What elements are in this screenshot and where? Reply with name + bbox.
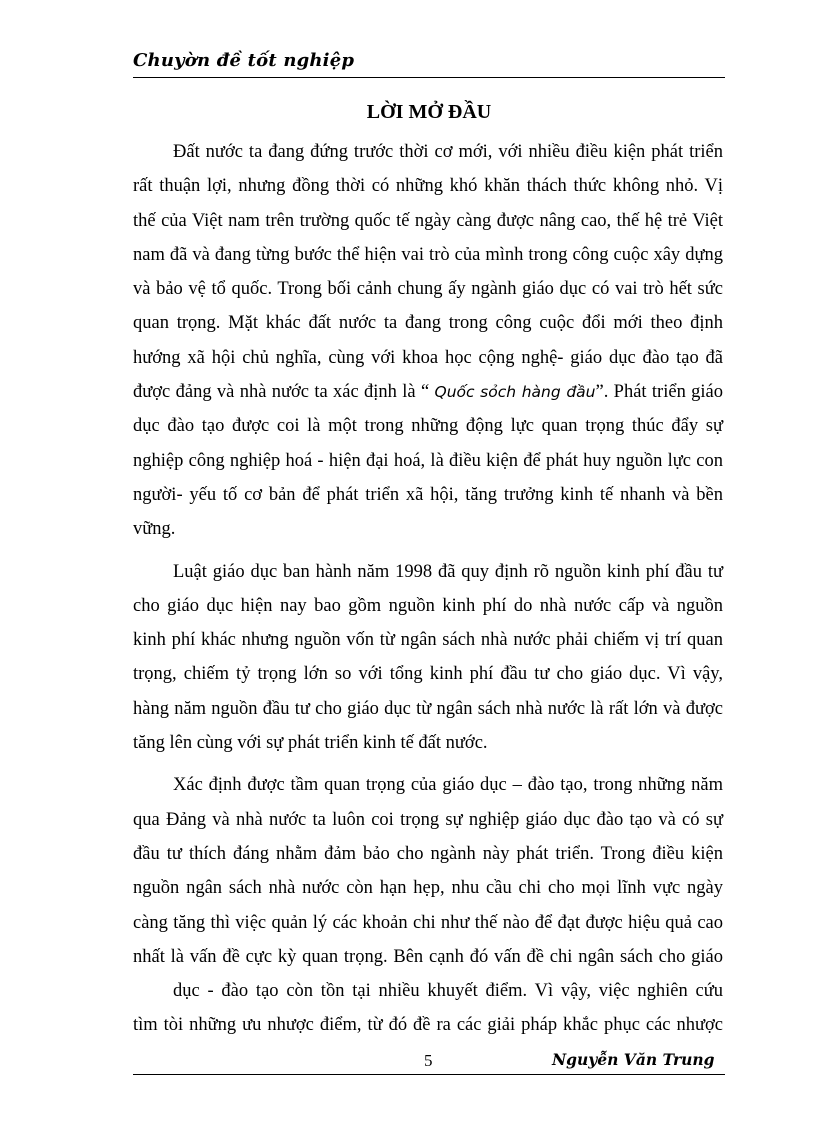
footer-author: Nguyễn Văn Trung (552, 1050, 715, 1069)
paragraph-1-line-11: người- yếu tố cơ bản để phát triển xã hội, tăng trưởng kinh tế nhanh và bền (133, 484, 723, 505)
paragraph-4-line-2: tìm tòi những ưu nhược điểm, từ đó đề ra các giải pháp khắc phục các nhược (133, 1015, 723, 1036)
paragraph-2-line-3: kinh phí khác nhưng nguồn vốn từ ngân sách nhà nước phải chiếm vị trí quan (133, 630, 723, 651)
paragraph-2-line-6: tăng lên cùng với sự phát triển kinh tế đất nước. (133, 733, 488, 754)
paragraph-1-line-4: nam đã và đang từng bước thể hiện vai trò của mình trong công cuộc xây dựng (133, 244, 723, 265)
paragraph-1-line-3: thế của Việt nam trên trường quốc tế ngày càng được nâng cao, thế hệ trẻ Việt (133, 210, 723, 231)
paragraph-1-line-7: hướng xã hội chủ nghĩa, cùng với khoa học cộng nghệ- giáo dục đào tạo đã (133, 347, 723, 368)
paragraph-3-line-6: nhất là vấn đề cực kỳ quan trọng. Bên cạnh đó vấn đề chi ngân sách cho giáo (133, 946, 723, 967)
section-heading: LỜI MỞ ĐẦU (366, 101, 492, 123)
paragraph-1-line-6: quan trọng. Mặt khác đất nước ta đang trong công cuộc đổi mới theo định (133, 313, 723, 334)
page-number: 5 (424, 1051, 433, 1070)
paragraph-2-line-5: hàng năm nguồn đầu tư cho giáo dục từ ngân sách nhà nước là rất lớn và được (133, 698, 723, 719)
paragraph-4-line-1: dục - đào tạo còn tồn tại nhiều khuyết điểm. Vì vậy, việc nghiên cứu (173, 981, 723, 1002)
paragraph-2-line-1: Luật giáo dục ban hành năm 1998 đã quy định rõ nguồn kinh phí đầu tư (173, 561, 723, 582)
quote-italic: Quốc sỏch hàng đầu (434, 383, 596, 402)
body-text (133, 135, 723, 1043)
paragraph-1-line-10: nghiệp công nghiệp hoá - hiện đại hoá, là điều kiện để phát huy nguồn lực con (133, 450, 723, 471)
paragraph-2-line-4: trọng, chiếm tỷ trọng lớn so với tổng kinh phí đầu tư cho giáo dục. Vì vậy, (133, 664, 723, 685)
paragraph-2-line-2: cho giáo dục hiện nay bao gồm nguồn kinh phí do nhà nước cấp và nguồn (133, 595, 723, 616)
paragraph-3-line-1: Xác định được tầm quan trọng của giáo dục – đào tạo, trong những năm (173, 775, 723, 796)
paragraph-1-line-1: Đất nước ta đang đứng trước thời cơ mới, với nhiều điều kiện phát triển (173, 142, 723, 162)
quote-line-after: ”. Phát triển giáo (595, 382, 723, 403)
paragraph-3-line-2: qua Đảng và nhà nước ta luôn coi trọng sự nghiệp giáo dục đào tạo và có sự (133, 809, 723, 830)
paragraph-1-line-8 (133, 375, 723, 409)
paragraph-1-line-9: dục đào tạo được coi là một trong những động lực quan trọng thúc đẩy sự (133, 416, 723, 437)
paragraph-3-line-4: nguồn ngân sách nhà nước còn hạn hẹp, nhu cầu chi cho mọi lĩnh vực ngày (133, 878, 723, 899)
header-title: Chuyờn đề tốt nghiệp (133, 50, 355, 71)
paragraph-1-line-12: vững. (133, 519, 176, 540)
paragraph-3-line-5: càng tăng thì việc quản lý các khoản chi như thế nào để đạt được hiệu quả cao (133, 912, 723, 933)
paragraph-3-line-3: đầu tư thích đáng nhằm đảm bảo cho ngành này phát triển. Trong điều kiện (133, 843, 723, 864)
quote-line-before: được đảng và nhà nước ta xác định là “ (133, 382, 435, 403)
paragraph-1-line-2: rất thuận lợi, nhưng đồng thời có những khó khăn thách thức không nhỏ. Vị (133, 176, 723, 197)
paragraph-1-line-5: và bảo vệ tổ quốc. Trong bối cảnh chung ấy ngành giáo dục có vai trò hết sức (133, 279, 723, 300)
footer-divider (133, 1074, 725, 1075)
header-divider (133, 77, 725, 78)
